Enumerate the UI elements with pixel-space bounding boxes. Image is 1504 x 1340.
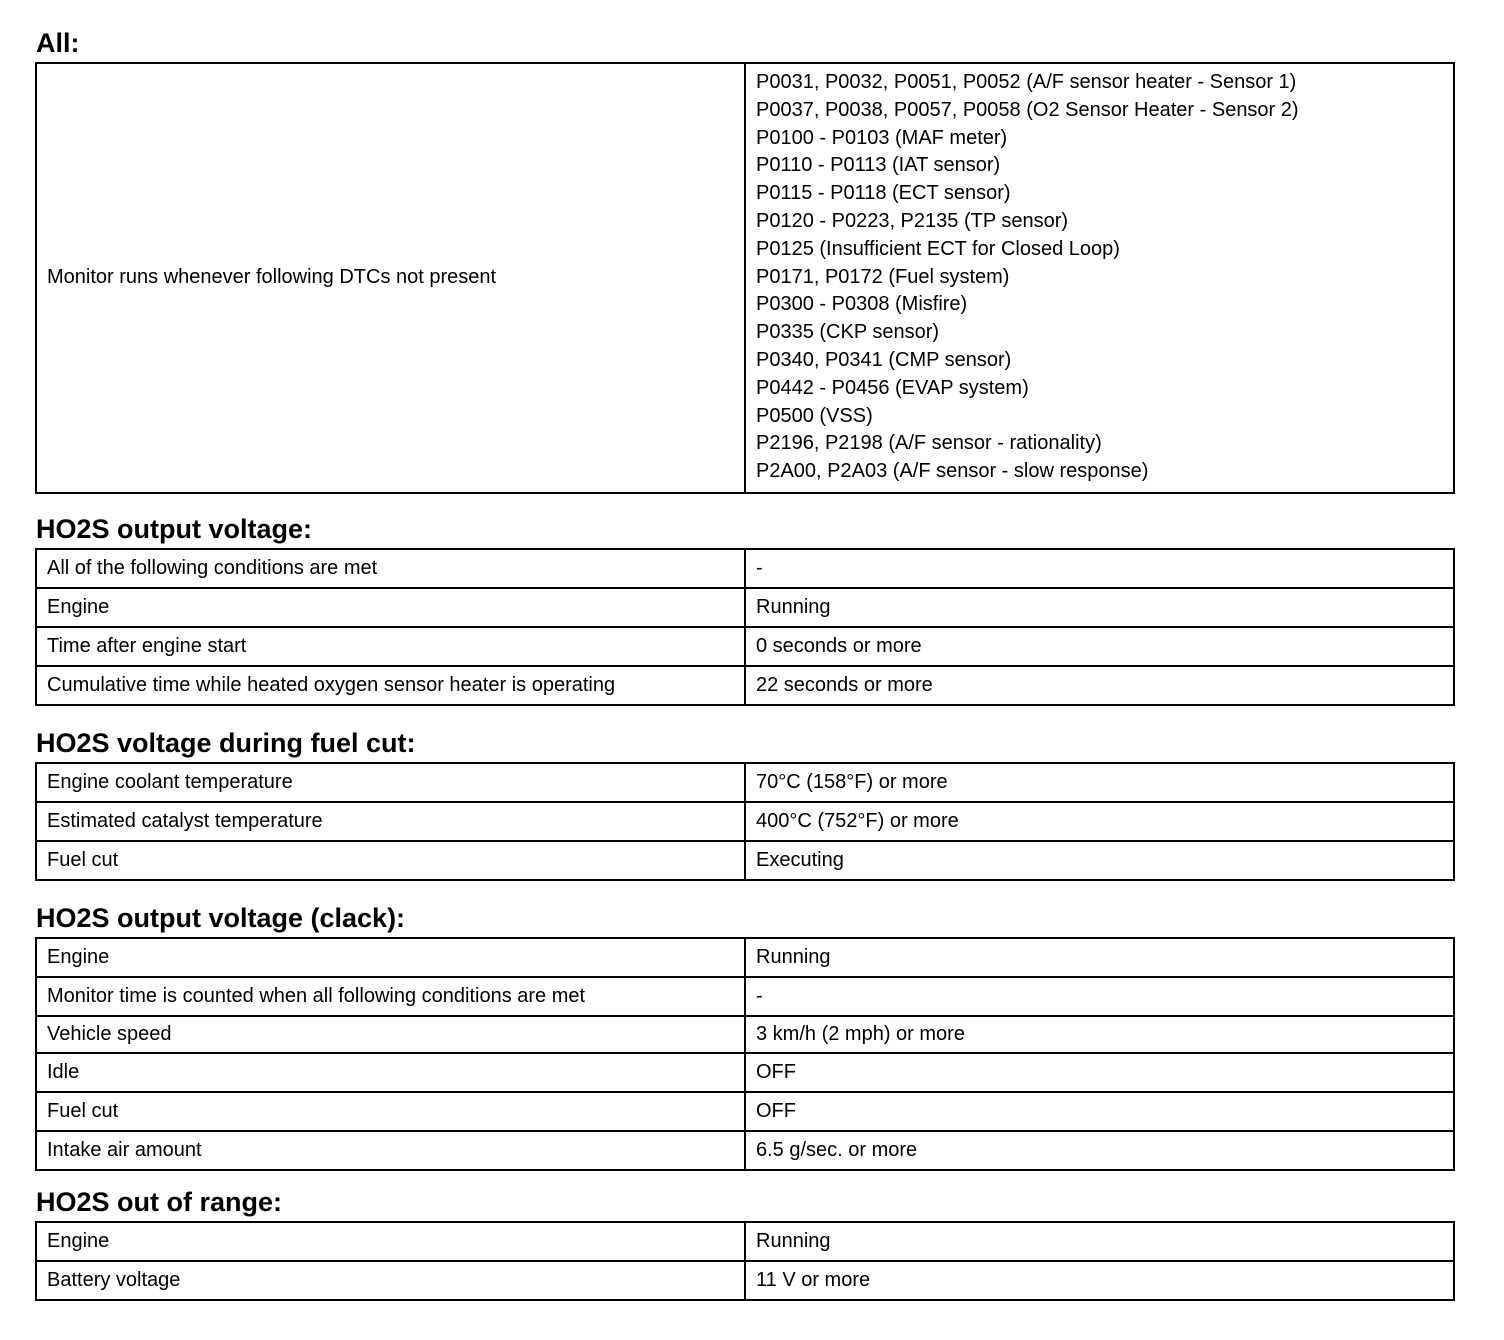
- table-row: [36, 1016, 1454, 1053]
- condition-value: 0 seconds or more: [745, 627, 1454, 666]
- condition-value: OFF: [745, 1092, 1454, 1131]
- conditions-table: [35, 762, 1455, 881]
- table-row: [36, 1222, 1454, 1261]
- monitor-condition-label: Monitor runs whenever following DTCs not present: [36, 63, 745, 493]
- table-row: [36, 763, 1454, 802]
- condition-label: Time after engine start: [36, 627, 745, 666]
- condition-value: -: [745, 977, 1454, 1016]
- table-row: [36, 938, 1454, 977]
- condition-value: Running: [745, 1222, 1454, 1261]
- table-row: [36, 63, 1454, 493]
- section-ho2s-output-voltage: [35, 514, 1453, 706]
- condition-label: Fuel cut: [36, 841, 745, 880]
- table-row: [36, 549, 1454, 588]
- condition-label: Fuel cut: [36, 1092, 745, 1131]
- section-ho2s-voltage-fuel-cut: [35, 728, 1453, 881]
- dtc-item: P2A00, P2A03 (A/F sensor - slow response): [756, 460, 1149, 483]
- condition-value: 6.5 g/sec. or more: [745, 1131, 1454, 1170]
- section-ho2s-output-voltage-clack: [35, 903, 1453, 1171]
- section-title: All:: [36, 28, 80, 58]
- dtc-item: P0125 (Insufficient ECT for Closed Loop): [756, 237, 1120, 260]
- condition-label: Engine coolant temperature: [36, 763, 745, 802]
- condition-value: Executing: [745, 841, 1454, 880]
- condition-value: OFF: [745, 1053, 1454, 1092]
- dtc-item: P2196, P2198 (A/F sensor - rationality): [756, 432, 1102, 455]
- dtc-item: P0110 - P0113 (IAT sensor): [756, 154, 1001, 177]
- dtc-item: P0037, P0038, P0057, P0058 (O2 Sensor Heater - Sensor 2): [756, 98, 1299, 121]
- condition-label: All of the following conditions are met: [36, 549, 745, 588]
- conditions-table: [35, 548, 1455, 706]
- table-row: [36, 666, 1454, 705]
- dtc-item: P0335 (CKP sensor): [756, 321, 940, 344]
- dtc-item: P0031, P0032, P0051, P0052 (A/F sensor heater - Sensor 1): [756, 71, 1297, 94]
- condition-value: 400°C (752°F) or more: [745, 802, 1454, 841]
- condition-label: Monitor time is counted when all following conditions are met: [36, 977, 745, 1016]
- section-title: HO2S voltage during fuel cut:: [36, 728, 416, 758]
- table-row: [36, 1053, 1454, 1092]
- section-title: HO2S out of range:: [36, 1187, 283, 1217]
- dtc-item: P0500 (VSS): [756, 404, 873, 427]
- condition-value: Running: [745, 588, 1454, 627]
- dtc-item: P0100 - P0103 (MAF meter): [756, 126, 1008, 149]
- condition-label: Vehicle speed: [36, 1016, 745, 1053]
- section-title: HO2S output voltage:: [36, 514, 312, 544]
- condition-label: Intake air amount: [36, 1131, 745, 1170]
- table-row: [36, 1131, 1454, 1170]
- condition-label: Battery voltage: [36, 1261, 745, 1300]
- dtc-item: P0442 - P0456 (EVAP system): [756, 376, 1029, 399]
- table-row: [36, 1092, 1454, 1131]
- dtc-list: [745, 63, 1454, 493]
- section-all: [35, 28, 1453, 494]
- dtc-item: P0300 - P0308 (Misfire): [756, 293, 968, 316]
- table-row: [36, 588, 1454, 627]
- condition-value: 11 V or more: [745, 1261, 1454, 1300]
- condition-label: Idle: [36, 1053, 745, 1092]
- condition-label: Engine: [36, 1222, 745, 1261]
- condition-label: Cumulative time while heated oxygen sensor heater is operating: [36, 666, 745, 705]
- table-row: [36, 1261, 1454, 1300]
- condition-value: 3 km/h (2 mph) or more: [745, 1016, 1454, 1053]
- condition-value: Running: [745, 938, 1454, 977]
- condition-value: -: [745, 549, 1454, 588]
- table-row: [36, 627, 1454, 666]
- dtc-table: [35, 62, 1455, 494]
- dtc-item: P0340, P0341 (CMP sensor): [756, 348, 1012, 371]
- dtc-item: P0120 - P0223, P2135 (TP sensor): [756, 210, 1069, 232]
- condition-value: 22 seconds or more: [745, 666, 1454, 705]
- condition-label: Engine: [36, 588, 745, 627]
- section-ho2s-out-of-range: [35, 1187, 1453, 1301]
- conditions-table: [35, 1221, 1455, 1301]
- condition-value: 70°C (158°F) or more: [745, 763, 1454, 802]
- condition-label: Engine: [36, 938, 745, 977]
- dtc-item: P0115 - P0118 (ECT sensor): [756, 182, 1011, 205]
- section-title: HO2S output voltage (clack):: [36, 903, 406, 933]
- table-row: [36, 977, 1454, 1016]
- conditions-table: [35, 937, 1455, 1171]
- condition-label: Estimated catalyst temperature: [36, 802, 745, 841]
- table-row: [36, 841, 1454, 880]
- table-row: [36, 802, 1454, 841]
- dtc-item: P0171, P0172 (Fuel system): [756, 265, 1010, 288]
